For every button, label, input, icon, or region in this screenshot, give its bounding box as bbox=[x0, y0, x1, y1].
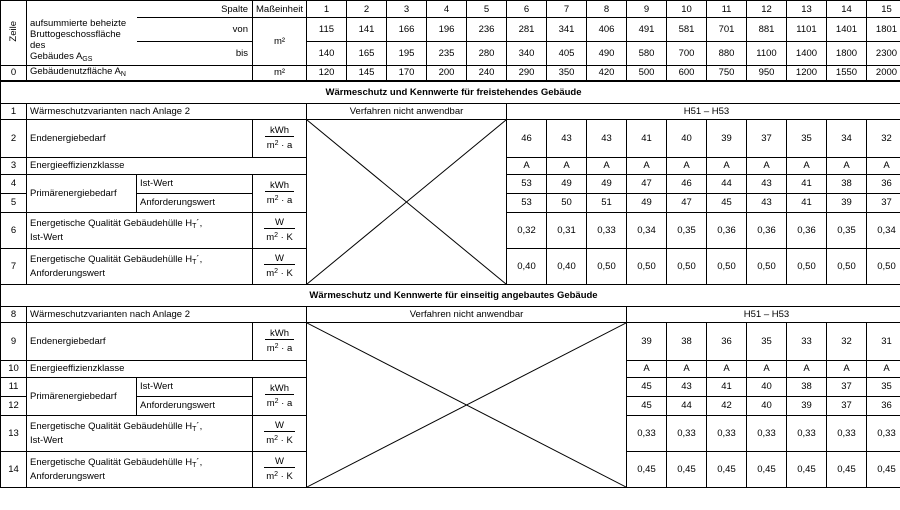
col-header-11: 11 bbox=[707, 1, 747, 18]
von-value: 1801 bbox=[867, 18, 900, 42]
an-value: 145 bbox=[347, 65, 387, 81]
unit-den-exp: 2 bbox=[274, 232, 279, 239]
unit-num: kWh bbox=[270, 125, 289, 136]
s2-primaer-ist-value: 37 bbox=[827, 377, 867, 396]
unit-num: kWh bbox=[270, 328, 289, 339]
von-value: 491 bbox=[627, 18, 667, 42]
section1-title-row bbox=[1, 81, 900, 103]
von-value: 581 bbox=[667, 18, 707, 42]
s2-primaer-ist-value: 35 bbox=[867, 377, 900, 396]
s1-ht-ist-value: 0,34 bbox=[867, 212, 900, 248]
s2-variant-range: H51 – H53 bbox=[627, 306, 900, 322]
von-value: 1401 bbox=[827, 18, 867, 42]
s1-ht-ist-value: 0,36 bbox=[707, 212, 747, 248]
label-part: Energetische Qualität Gebäudehülle H bbox=[30, 217, 193, 229]
s1-ht-ist-value: 0,36 bbox=[747, 212, 787, 248]
unit-kwh-m2a bbox=[253, 377, 307, 415]
s1-ht-anf-value: 0,40 bbox=[547, 248, 587, 284]
an-value: 350 bbox=[547, 65, 587, 81]
bis-value: 235 bbox=[427, 41, 467, 65]
s1-primaer-anf-value: 43 bbox=[747, 193, 787, 212]
col-header-10: 10 bbox=[667, 1, 707, 18]
bis-value: 1800 bbox=[827, 41, 867, 65]
s2-primaer-ist-value: 45 bbox=[627, 377, 667, 396]
unit-kwh-m2a bbox=[253, 119, 307, 157]
s1-primaer-ist-value: 41 bbox=[787, 174, 827, 193]
s1-variants-label: Wärmeschutzvarianten nach Anlage 2 bbox=[27, 103, 307, 119]
section2-title-row bbox=[1, 284, 900, 306]
s1-effizienz-value: A bbox=[667, 157, 707, 174]
s2-row-endenergie bbox=[1, 322, 900, 360]
an-value: 120 bbox=[307, 65, 347, 81]
unit-den-m: m bbox=[266, 232, 275, 243]
section2-title: Wärmeschutz und Kennwerte für einseitig angebautes Gebäude bbox=[1, 284, 900, 306]
s2-ht-ist-value: 0,33 bbox=[667, 415, 707, 451]
s1-ht-anf-value: 0,50 bbox=[707, 248, 747, 284]
bgf-label bbox=[27, 18, 137, 66]
unit-den-exp: 2 bbox=[274, 268, 279, 275]
s1-effizienz-value: A bbox=[867, 157, 900, 174]
bis-value: 1400 bbox=[787, 41, 827, 65]
header-row-von bbox=[1, 18, 900, 42]
von-value: 701 bbox=[707, 18, 747, 42]
s2-ht-anf-value: 0,45 bbox=[827, 451, 867, 487]
unit-den-m: m bbox=[266, 140, 275, 151]
unit-den-exp: 2 bbox=[274, 195, 279, 202]
s1-not-applicable-cross bbox=[307, 119, 507, 284]
an-value: 950 bbox=[747, 65, 787, 81]
cross-mark-icon bbox=[307, 120, 506, 284]
row-num: 1 bbox=[1, 103, 27, 119]
unit-den-m: m bbox=[266, 195, 275, 206]
s1-ist-label: Ist-Wert bbox=[137, 174, 253, 193]
s2-primaer-ist-value: 41 bbox=[707, 377, 747, 396]
bis-label: bis bbox=[137, 41, 253, 65]
unit-den-exp: 2 bbox=[274, 471, 279, 478]
row-num: 2 bbox=[1, 119, 27, 157]
s1-row-variants bbox=[1, 103, 900, 119]
unit-num: kWh bbox=[270, 180, 289, 191]
unit-den-rest: · K bbox=[278, 232, 293, 243]
col-header-4: 4 bbox=[427, 1, 467, 18]
label-sub: T bbox=[192, 461, 197, 469]
unit-den-rest: · K bbox=[278, 471, 293, 482]
von-value: 236 bbox=[467, 18, 507, 42]
bis-value: 140 bbox=[307, 41, 347, 65]
unit-w-m2k bbox=[253, 248, 307, 284]
unit-w-m2k bbox=[253, 451, 307, 487]
s2-row-variants bbox=[1, 306, 900, 322]
von-value: 341 bbox=[547, 18, 587, 42]
s2-effizienz-label: Energieeffizienzklasse bbox=[27, 360, 307, 377]
s1-ht-anf-value: 0,50 bbox=[627, 248, 667, 284]
s1-endenergie-value: 34 bbox=[827, 119, 867, 157]
s1-primaer-ist-value: 38 bbox=[827, 174, 867, 193]
header-row-columns bbox=[1, 1, 900, 18]
s1-effizienz-label: Energieeffizienzklasse bbox=[27, 157, 307, 174]
col-header-9: 9 bbox=[627, 1, 667, 18]
s2-endenergie-value: 33 bbox=[787, 322, 827, 360]
label-part: Anforderungswert bbox=[30, 267, 105, 279]
label-part: Energetische Qualität Gebäudehülle H bbox=[30, 456, 193, 468]
s1-ht-ist-value: 0,35 bbox=[827, 212, 867, 248]
label-part: ´, bbox=[196, 253, 203, 265]
s2-ht-anf-value: 0,45 bbox=[627, 451, 667, 487]
s2-ht-anf-value: 0,45 bbox=[747, 451, 787, 487]
an-value: 1550 bbox=[827, 65, 867, 81]
unit-den-rest: · a bbox=[278, 140, 293, 151]
label-part: Energetische Qualität Gebäudehülle H bbox=[30, 420, 193, 432]
s1-ht-anf-value: 0,50 bbox=[587, 248, 627, 284]
bgf-label-line2: Gebäudes A bbox=[30, 50, 83, 62]
row-num: 10 bbox=[1, 360, 27, 377]
bis-value: 880 bbox=[707, 41, 747, 65]
s1-endenergie-value: 40 bbox=[667, 119, 707, 157]
s2-na-text: Verfahren nicht anwendbar bbox=[307, 306, 627, 322]
s1-ht-anf-label bbox=[27, 248, 253, 284]
unit-num: kWh bbox=[270, 383, 289, 394]
s1-anforderung-label: Anforderungswert bbox=[137, 193, 253, 212]
s2-ht-anf-label bbox=[27, 451, 253, 487]
s2-effizienz-value: A bbox=[627, 360, 667, 377]
von-value: 406 bbox=[587, 18, 627, 42]
unit-den-m: m bbox=[266, 435, 275, 446]
s1-ht-anf-value: 0,50 bbox=[787, 248, 827, 284]
s1-ht-ist-value: 0,34 bbox=[627, 212, 667, 248]
s2-primaer-ist-value: 43 bbox=[667, 377, 707, 396]
s1-ht-anf-value: 0,40 bbox=[507, 248, 547, 284]
col-header-15: 15 bbox=[867, 1, 900, 18]
s1-primaer-ist-value: 49 bbox=[587, 174, 627, 193]
label-sub: T bbox=[192, 258, 197, 266]
col-header-7: 7 bbox=[547, 1, 587, 18]
s1-primaer-anf-value: 39 bbox=[827, 193, 867, 212]
s1-effizienz-value: A bbox=[827, 157, 867, 174]
bis-value: 1100 bbox=[747, 41, 787, 65]
s2-ht-ist-label bbox=[27, 415, 253, 451]
row-num: 13 bbox=[1, 415, 27, 451]
s1-effizienz-value: A bbox=[627, 157, 667, 174]
s1-effizienz-value: A bbox=[587, 157, 627, 174]
s2-ht-anf-value: 0,45 bbox=[787, 451, 827, 487]
label-sub: T bbox=[192, 222, 197, 230]
s2-primaer-anf-value: 39 bbox=[787, 396, 827, 415]
unit-den-m: m bbox=[266, 471, 275, 482]
s2-ht-ist-value: 0,33 bbox=[787, 415, 827, 451]
bis-value: 165 bbox=[347, 41, 387, 65]
row-gebaeudenutzflaeche bbox=[1, 65, 900, 81]
col-header-1: 1 bbox=[307, 1, 347, 18]
s2-ht-ist-value: 0,33 bbox=[747, 415, 787, 451]
an-label-text: Gebäudenutzfläche A bbox=[30, 65, 121, 77]
label-part: ´, bbox=[196, 420, 203, 432]
s2-primaer-anf-value: 45 bbox=[627, 396, 667, 415]
unit-kwh-m2a bbox=[253, 174, 307, 212]
row-num: 3 bbox=[1, 157, 27, 174]
s1-endenergie-label: Endenergiebedarf bbox=[27, 119, 253, 157]
unit-num: W bbox=[275, 253, 284, 264]
unit-den-rest: · K bbox=[278, 435, 293, 446]
s2-effizienz-value: A bbox=[787, 360, 827, 377]
row-num: 5 bbox=[1, 193, 27, 212]
s2-ht-ist-value: 0,33 bbox=[707, 415, 747, 451]
s2-ht-ist-value: 0,33 bbox=[867, 415, 900, 451]
bis-value: 490 bbox=[587, 41, 627, 65]
s1-primaer-anf-value: 49 bbox=[627, 193, 667, 212]
s2-primaer-anf-value: 42 bbox=[707, 396, 747, 415]
s2-variants-label: Wärmeschutzvarianten nach Anlage 2 bbox=[27, 306, 307, 322]
s1-endenergie-value: 43 bbox=[587, 119, 627, 157]
s1-ht-anf-value: 0,50 bbox=[747, 248, 787, 284]
s1-ht-ist-value: 0,35 bbox=[667, 212, 707, 248]
col-header-5: 5 bbox=[467, 1, 507, 18]
s2-effizienz-value: A bbox=[667, 360, 707, 377]
unit-den-rest: · a bbox=[278, 398, 293, 409]
an-label-sub: N bbox=[120, 70, 126, 78]
row-num: 7 bbox=[1, 248, 27, 284]
unit-den-exp: 2 bbox=[274, 140, 279, 147]
s2-primaer-anf-value: 44 bbox=[667, 396, 707, 415]
an-value: 200 bbox=[427, 65, 467, 81]
s1-ht-ist-label bbox=[27, 212, 253, 248]
von-value: 881 bbox=[747, 18, 787, 42]
row-num: 0 bbox=[1, 65, 27, 81]
an-value: 500 bbox=[627, 65, 667, 81]
s1-ht-ist-value: 0,32 bbox=[507, 212, 547, 248]
bis-value: 700 bbox=[667, 41, 707, 65]
bis-value: 280 bbox=[467, 41, 507, 65]
bgf-label-line1: aufsummierte beheizte Bruttogeschossfläche des bbox=[30, 17, 127, 51]
bis-value: 405 bbox=[547, 41, 587, 65]
s1-primaer-anf-value: 51 bbox=[587, 193, 627, 212]
label-part: ´, bbox=[196, 217, 203, 229]
row-num: 12 bbox=[1, 396, 27, 415]
s2-primaer-ist-value: 38 bbox=[787, 377, 827, 396]
von-value: 141 bbox=[347, 18, 387, 42]
s2-effizienz-value: A bbox=[827, 360, 867, 377]
an-value: 1200 bbox=[787, 65, 827, 81]
s1-primaer-label: Primärenergiebedarf bbox=[27, 174, 137, 212]
s2-ht-ist-value: 0,33 bbox=[827, 415, 867, 451]
s1-ht-anf-value: 0,50 bbox=[867, 248, 900, 284]
col-header-8: 8 bbox=[587, 1, 627, 18]
s1-endenergie-value: 32 bbox=[867, 119, 900, 157]
s1-primaer-ist-value: 36 bbox=[867, 174, 900, 193]
an-unit: m² bbox=[253, 65, 307, 81]
bgf-label-sub: GS bbox=[82, 55, 93, 63]
label-part: Ist-Wert bbox=[30, 434, 64, 446]
row-num: 4 bbox=[1, 174, 27, 193]
s2-ht-anf-value: 0,45 bbox=[707, 451, 747, 487]
s1-ht-ist-value: 0,36 bbox=[787, 212, 827, 248]
s1-ht-ist-value: 0,31 bbox=[547, 212, 587, 248]
an-label bbox=[27, 65, 253, 81]
zeile-header bbox=[1, 1, 27, 66]
row-num: 9 bbox=[1, 322, 27, 360]
zeile-label: Zeile bbox=[8, 20, 19, 42]
s1-primaer-ist-value: 46 bbox=[667, 174, 707, 193]
s1-primaer-ist-value: 53 bbox=[507, 174, 547, 193]
s1-effizienz-value: A bbox=[547, 157, 587, 174]
bgf-unit: m² bbox=[253, 18, 307, 66]
s2-ist-label: Ist-Wert bbox=[137, 377, 253, 396]
s1-primaer-anf-value: 47 bbox=[667, 193, 707, 212]
s2-effizienz-value: A bbox=[747, 360, 787, 377]
unit-den-exp: 2 bbox=[274, 343, 279, 350]
label-sub: T bbox=[192, 425, 197, 433]
von-value: 166 bbox=[387, 18, 427, 42]
s2-endenergie-value: 31 bbox=[867, 322, 900, 360]
col-header-14: 14 bbox=[827, 1, 867, 18]
s1-variant-range: H51 – H53 bbox=[507, 103, 900, 119]
s1-effizienz-value: A bbox=[707, 157, 747, 174]
s1-primaer-ist-value: 47 bbox=[627, 174, 667, 193]
unit-w-m2k bbox=[253, 415, 307, 451]
von-value: 281 bbox=[507, 18, 547, 42]
an-value: 600 bbox=[667, 65, 707, 81]
unit-den-rest: · K bbox=[278, 268, 293, 279]
s1-primaer-ist-value: 49 bbox=[547, 174, 587, 193]
an-value: 2000 bbox=[867, 65, 900, 81]
bis-value: 195 bbox=[387, 41, 427, 65]
col-header-13: 13 bbox=[787, 1, 827, 18]
unit-den-m: m bbox=[266, 398, 275, 409]
s1-effizienz-value: A bbox=[747, 157, 787, 174]
s2-endenergie-value: 36 bbox=[707, 322, 747, 360]
s2-anforderung-label: Anforderungswert bbox=[137, 396, 253, 415]
s1-endenergie-value: 37 bbox=[747, 119, 787, 157]
s2-primaer-anf-value: 36 bbox=[867, 396, 900, 415]
s2-effizienz-value: A bbox=[867, 360, 900, 377]
unit-den-exp: 2 bbox=[274, 398, 279, 405]
an-value: 420 bbox=[587, 65, 627, 81]
col-header-3: 3 bbox=[387, 1, 427, 18]
an-value: 750 bbox=[707, 65, 747, 81]
von-label: von bbox=[137, 18, 253, 42]
label-part: Energetische Qualität Gebäudehülle H bbox=[30, 253, 193, 265]
unit-den-m: m bbox=[266, 343, 275, 354]
unit-den-m: m bbox=[266, 268, 275, 279]
label-part: Anforderungswert bbox=[30, 470, 105, 482]
unit-kwh-m2a bbox=[253, 322, 307, 360]
unit-num: W bbox=[275, 217, 284, 228]
s1-primaer-anf-value: 41 bbox=[787, 193, 827, 212]
s2-ht-anf-value: 0,45 bbox=[667, 451, 707, 487]
section1-title: Wärmeschutz und Kennwerte für freistehendes Gebäude bbox=[1, 81, 900, 103]
von-value: 196 bbox=[427, 18, 467, 42]
s1-ht-anf-value: 0,50 bbox=[667, 248, 707, 284]
unit-den-rest: · a bbox=[278, 343, 293, 354]
s2-not-applicable-cross bbox=[307, 322, 627, 487]
s2-endenergie-value: 35 bbox=[747, 322, 787, 360]
s1-endenergie-value: 41 bbox=[627, 119, 667, 157]
s1-primaer-ist-value: 43 bbox=[747, 174, 787, 193]
von-value: 115 bbox=[307, 18, 347, 42]
unit-w-m2k bbox=[253, 212, 307, 248]
bis-value: 580 bbox=[627, 41, 667, 65]
s2-endenergie-value: 39 bbox=[627, 322, 667, 360]
s2-ht-ist-value: 0,33 bbox=[627, 415, 667, 451]
s1-endenergie-value: 35 bbox=[787, 119, 827, 157]
s1-ht-ist-value: 0,33 bbox=[587, 212, 627, 248]
s2-primaer-label: Primärenergiebedarf bbox=[27, 377, 137, 415]
cross-mark-icon bbox=[307, 323, 626, 487]
s2-primaer-anf-value: 40 bbox=[747, 396, 787, 415]
s1-effizienz-value: A bbox=[507, 157, 547, 174]
s2-ht-anf-value: 0,45 bbox=[867, 451, 900, 487]
col-header-12: 12 bbox=[747, 1, 787, 18]
s2-primaer-ist-value: 40 bbox=[747, 377, 787, 396]
bis-value: 2300 bbox=[867, 41, 900, 65]
unit-den-exp: 2 bbox=[274, 435, 279, 442]
masseinheit-header: Maßeinheit bbox=[253, 1, 307, 18]
s1-primaer-anf-value: 50 bbox=[547, 193, 587, 212]
s2-effizienz-value: A bbox=[707, 360, 747, 377]
an-value: 290 bbox=[507, 65, 547, 81]
s1-endenergie-value: 43 bbox=[547, 119, 587, 157]
row-num: 6 bbox=[1, 212, 27, 248]
s2-endenergie-value: 32 bbox=[827, 322, 867, 360]
bis-value: 340 bbox=[507, 41, 547, 65]
label-part: Ist-Wert bbox=[30, 231, 64, 243]
s2-endenergie-value: 38 bbox=[667, 322, 707, 360]
spalte-header: Spalte bbox=[27, 1, 253, 18]
row-num: 11 bbox=[1, 377, 27, 396]
s2-endenergie-label: Endenergiebedarf bbox=[27, 322, 253, 360]
s1-ht-anf-value: 0,50 bbox=[827, 248, 867, 284]
s1-row-endenergie bbox=[1, 119, 900, 157]
unit-num: W bbox=[275, 456, 284, 467]
s1-primaer-anf-value: 53 bbox=[507, 193, 547, 212]
row-num: 8 bbox=[1, 306, 27, 322]
s1-endenergie-value: 39 bbox=[707, 119, 747, 157]
label-part: ´, bbox=[196, 456, 203, 468]
col-header-6: 6 bbox=[507, 1, 547, 18]
row-num: 14 bbox=[1, 451, 27, 487]
s1-na-text: Verfahren nicht anwendbar bbox=[307, 103, 507, 119]
an-value: 170 bbox=[387, 65, 427, 81]
an-value: 240 bbox=[467, 65, 507, 81]
s1-primaer-anf-value: 45 bbox=[707, 193, 747, 212]
col-header-2: 2 bbox=[347, 1, 387, 18]
s1-effizienz-value: A bbox=[787, 157, 827, 174]
s1-primaer-anf-value: 37 bbox=[867, 193, 900, 212]
unit-num: W bbox=[275, 420, 284, 431]
unit-den-rest: · a bbox=[278, 195, 293, 206]
s1-primaer-ist-value: 44 bbox=[707, 174, 747, 193]
s2-primaer-anf-value: 37 bbox=[827, 396, 867, 415]
s1-endenergie-value: 46 bbox=[507, 119, 547, 157]
von-value: 1101 bbox=[787, 18, 827, 42]
